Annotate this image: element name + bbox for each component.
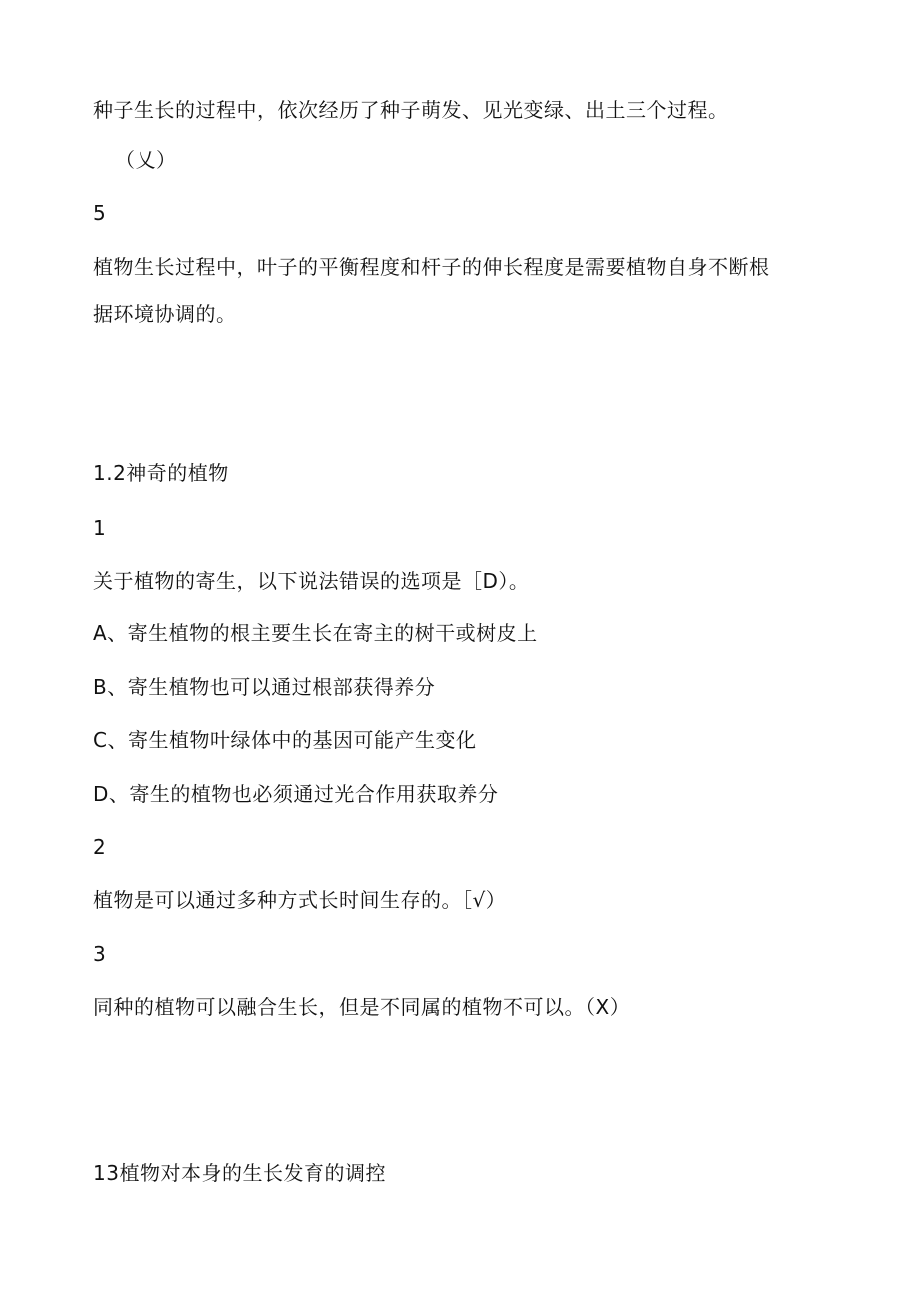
question-number: 1	[93, 516, 107, 540]
option-b: B、寄生植物也可以通过根部获得养分	[93, 675, 436, 699]
answer-mark: （乂）	[115, 148, 177, 172]
question-text: 关于植物的寄生，以下说法错误的选项是［D）。	[93, 569, 530, 593]
option-c: C、寄生植物叶绿体中的基因可能产生变化	[93, 728, 477, 752]
question-text-line: 植物生长过程中，叶子的平衡程度和杆子的伸长程度是需要植物自身不断根	[93, 255, 770, 279]
section-heading: 13植物对本身的生长发育的调控	[93, 1161, 386, 1185]
section-heading: 1.2神奇的植物	[93, 461, 229, 485]
option-d: D、寄生的植物也必须通过光合作用获取养分	[93, 782, 499, 806]
question-number: 2	[93, 835, 107, 859]
option-a: A、寄生植物的根主要生长在寄主的树干或树皮上	[93, 621, 538, 645]
question-text: 植物是可以通过多种方式长时间生存的。［√）	[93, 888, 507, 912]
question-text-line: 据环境协调的。	[93, 302, 237, 326]
answer-text-line: 种子生长的过程中，依次经历了种子萌发、见光变绿、出土三个过程。	[93, 98, 729, 122]
question-number: 3	[93, 942, 107, 966]
question-number: 5	[93, 201, 107, 225]
question-text: 同种的植物可以融合生长，但是不同属的植物不可以。（X）	[93, 995, 631, 1019]
